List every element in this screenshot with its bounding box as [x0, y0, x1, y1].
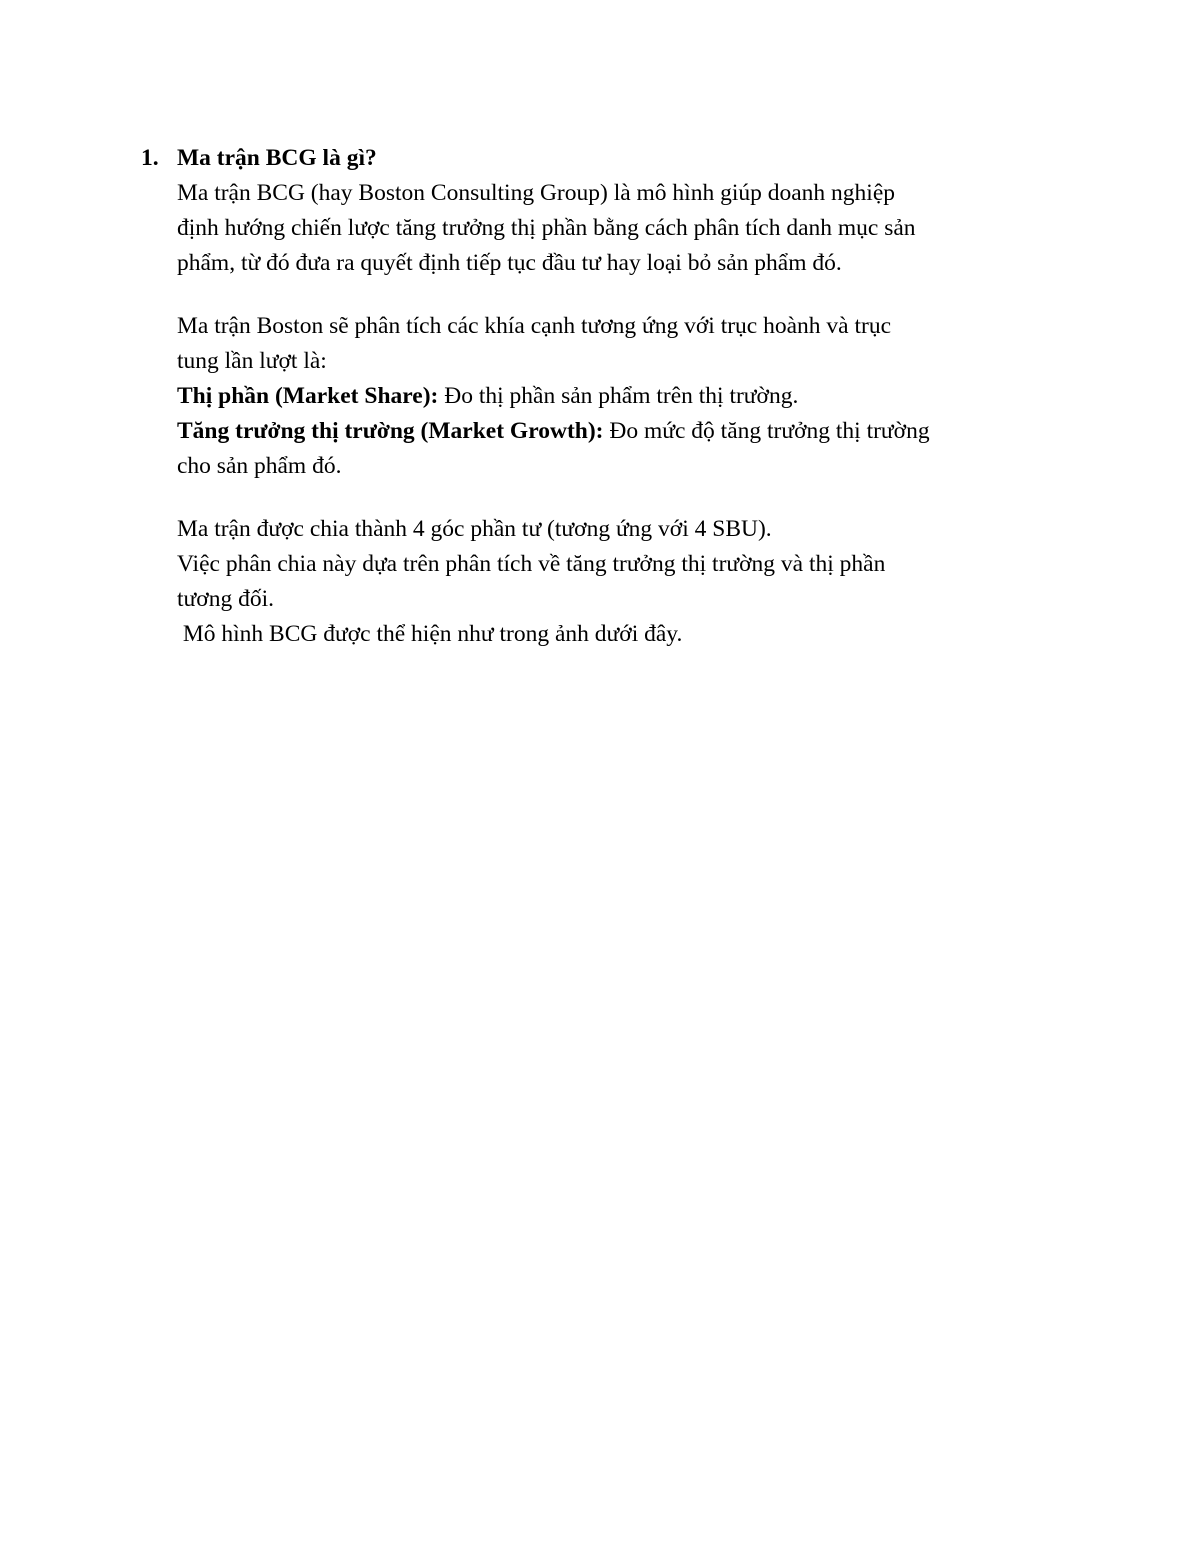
paragraph3-line-4: Mô hình BCG được thể hiện như trong ảnh dưới đây.: [177, 621, 683, 647]
paragraph2-line-2: tung lần lượt là:: [177, 348, 327, 374]
market-share-line: [177, 379, 1077, 414]
paragraph2-line-1: Ma trận Boston sẽ phân tích các khía cạnh tương ứng với trục hoành và trục: [177, 313, 892, 339]
market-growth-text-continued: cho sản phẩm đó.: [177, 453, 342, 479]
market-share-text: Đo thị phần sản phẩm trên thị trường.: [438, 383, 799, 409]
market-growth-label: Tăng trưởng thị trường (Market Growth):: [177, 418, 604, 444]
market-growth-text: Đo mức độ tăng trưởng thị trường: [603, 418, 930, 444]
market-growth-line: [177, 414, 1077, 449]
paragraph3-line-1: Ma trận được chia thành 4 góc phần tư (tương ứng với 4 SBU).: [177, 516, 772, 542]
paragraph-spacer: [177, 484, 1077, 512]
paragraph1-line-3: phẩm, từ đó đưa ra quyết định tiếp tục đầu tư hay loại bỏ sản phẩm đó.: [177, 250, 842, 276]
paragraph1-line-1: Ma trận BCG (hay Boston Consulting Group) là mô hình giúp doanh nghiệp: [177, 180, 896, 206]
document-content: [141, 141, 1077, 652]
section-heading: Ma trận BCG là gì?: [177, 145, 377, 171]
paragraph-spacer: [177, 281, 1077, 309]
paragraph1-line-2: định hướng chiến lược tăng trưởng thị phần bằng cách phân tích danh mục sản: [177, 215, 916, 241]
paragraph3-line-3: tương đối.: [177, 586, 274, 612]
paragraph3-line-2: Việc phân chia này dựa trên phân tích về tăng trưởng thị trường và thị phần: [177, 551, 886, 577]
list-item-number: 1.: [141, 145, 159, 171]
market-share-label: Thị phần (Market Share):: [177, 383, 439, 409]
